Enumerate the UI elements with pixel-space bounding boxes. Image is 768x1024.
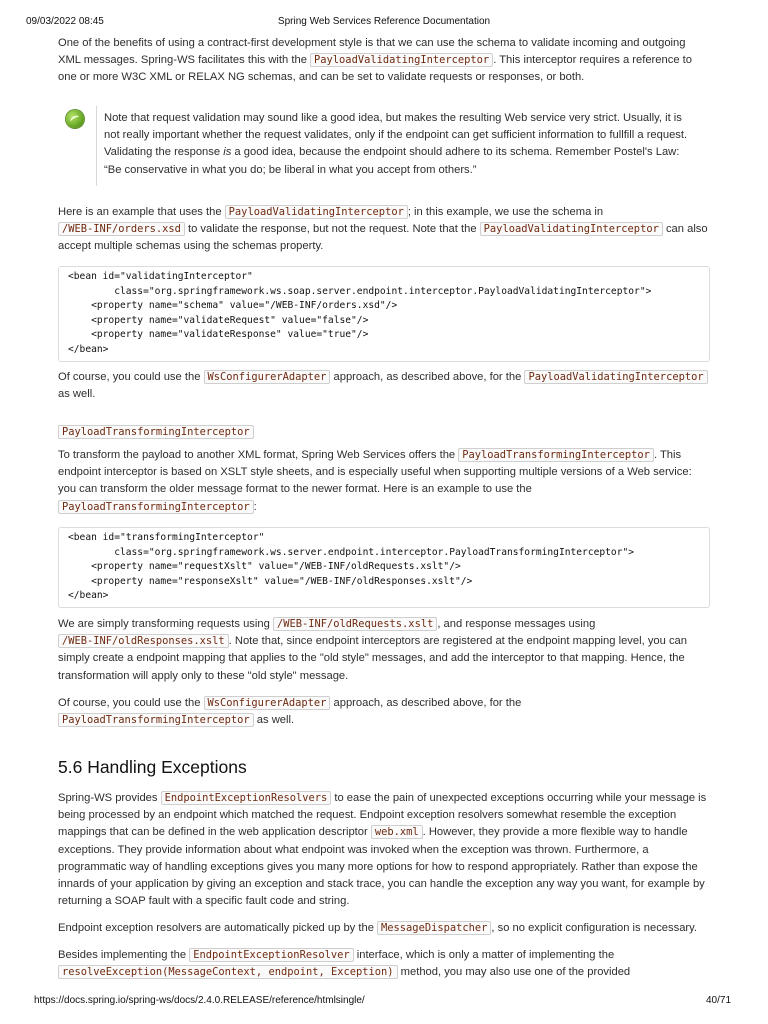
- code-message-dispatcher: MessageDispatcher: [377, 921, 491, 935]
- paragraph-validation-example: Here is an example that uses the PayloadValidatingInterceptor ; in this example, we use the schema in /WEB-INF/orders.xsd to validate the response, but not the request. Note that the PayloadValidatingInterceptor can also accept multiple schemas using the schemas property.: [58, 206, 708, 253]
- code-payload-transforming-interceptor: PayloadTransformingInterceptor: [58, 500, 254, 514]
- paragraph-transforming-intro: To transform the payload to another XML format, Spring Web Services offers the PayloadTransformingInterceptor . This endpoint interceptor is based on XSLT style sheets, and is especially useful when supporting multiple versions of a Web service: you can transform the older message format to the newer format. Here is an example to use the PayloadTransformingInterceptor :: [58, 449, 692, 513]
- code-block-transforming-interceptor: <bean id="transformingInterceptor" class="org.springframework.ws.server.endpoint.interceptor.PayloadTransformingInterceptor"> <property name="requestXslt" value="/WEB-INF/oldRequests.xslt"/> <property name="responseXslt" value="/WEB-INF/oldResponses.xslt"/> </bean>: [58, 527, 710, 608]
- footer-page-number: 40/71: [706, 995, 732, 1006]
- code-endpoint-exception-resolver: EndpointExceptionResolver: [189, 948, 353, 962]
- paragraph-configurer-validating: Of course, you could use the WsConfigurerAdapter approach, as described above, for the PayloadValidatingInterceptor as well.: [58, 369, 708, 403]
- paragraph-message-dispatcher: Endpoint exception resolvers are automatically picked up by the MessageDispatcher , so no explicit configuration is necessary.: [58, 922, 698, 934]
- code-orders-xsd: /WEB-INF/orders.xsd: [58, 222, 185, 236]
- paragraph-transforming-explanation: We are simply transforming requests using /WEB-INF/oldRequests.xslt , and response messages using /WEB-INF/oldResponses.xslt . Note that, since endpoint interceptors are registered at the endpoint mapping level, you can simply create a endpoint mapping that applies to the "old style" messages, and add the interceptor to that mapping. Hence, the transformation will apply only to these "old style" message.: [58, 618, 688, 682]
- code-payload-validating-interceptor: PayloadValidatingInterceptor: [524, 370, 707, 384]
- code-payload-transforming-interceptor: PayloadTransformingInterceptor: [458, 448, 654, 462]
- spring-leaf-icon: [66, 110, 84, 128]
- note-admonition: [58, 104, 708, 188]
- note-divider: [96, 106, 97, 186]
- code-payload-transforming-interceptor: PayloadTransformingInterceptor: [58, 713, 254, 727]
- code-payload-validating-interceptor: PayloadValidatingInterceptor: [310, 53, 493, 67]
- code-old-responses-xslt: /WEB-INF/oldResponses.xslt: [58, 634, 229, 648]
- code-old-requests-xslt: /WEB-INF/oldRequests.xslt: [273, 617, 437, 631]
- footer-url: https://docs.spring.io/spring-ws/docs/2.4.0.RELEASE/reference/htmlsingle/: [34, 995, 365, 1006]
- print-title: Spring Web Services Reference Documentation: [277, 16, 491, 27]
- paragraph-validation-intro: One of the benefits of using a contract-first development style is that we can use the schema to validate incoming and outgoing XML messages. Spring-WS facilitates this with the PayloadValidatingInterceptor . This interceptor requires a reference to one or more W3C XML or RELAX NG schemas, and can be set to validate requests or responses, or both.: [58, 37, 692, 84]
- note-text: Note that request validation may sound like a good idea, but makes the resulting Web service very strict. Usually, it is not really important whether the request validates, only if the endpoint can get sufficient information to fullfill a request. Validating the response is a good idea, because the endpoint should adhere to its schema. Remember Postel's Law: “Be conservative in what you do; be liberal in what you accept from others.”: [104, 112, 688, 176]
- code-block-validating-interceptor: <bean id="validatingInterceptor" class="org.springframework.ws.soap.server.endpoint.interceptor.PayloadValidatingInterceptor"> <property name="schema" value="/WEB-INF/orders.xsd"/> <property name="validateRequest" value="false"/> <property name="validateResponse" value="true"/> </bean>: [58, 266, 710, 362]
- paragraph-configurer-transforming: Of course, you could use the WsConfigurerAdapter approach, as described above, for the PayloadTransformingInterceptor as well.: [58, 697, 522, 727]
- code-payload-validating-interceptor: PayloadValidatingInterceptor: [480, 222, 663, 236]
- section-title: 5.6 Handling Exceptions: [58, 757, 247, 777]
- code-ws-configurer-adapter: WsConfigurerAdapter: [204, 370, 331, 384]
- code-web-xml: web.xml: [371, 825, 423, 839]
- code-endpoint-exception-resolvers: EndpointExceptionResolvers: [161, 791, 332, 805]
- print-datetime: 09/03/2022 08:45: [26, 16, 104, 27]
- code-ws-configurer-adapter: WsConfigurerAdapter: [204, 696, 331, 710]
- paragraph-exceptions-intro: Spring-WS provides EndpointExceptionResolvers to ease the pain of unexpected exceptions occurring while your message is being processed by an endpoint which matched the request. Endpoint exception resolvers somewhat resemble the exception mappings that can be defined in the web application descriptor web.xml . However, they provide a more flexible way to handle exceptions. They provide information about what endpoint was invoked when the exception was thrown. Furthermore, a programmatic way of handling exceptions gives you many more options for how to respond appropriately. Rather than expose the innards of your application by giving an exception and stack trace, you can handle the exception any way you want, for example by returning a SOAP fault with a specific fault code and string.: [58, 792, 707, 908]
- code-payload-validating-interceptor: PayloadValidatingInterceptor: [225, 205, 408, 219]
- subsection-heading: PayloadTransformingInterceptor: [58, 424, 254, 441]
- code-resolve-exception-method: resolveException(MessageContext, endpoint, Exception): [58, 965, 398, 979]
- paragraph-resolver-interface: Besides implementing the EndpointExceptionResolver interface, which is only a matter of implementing the resolveException(MessageContext, endpoint, Exception) method, you may also use one of the provided: [58, 949, 631, 979]
